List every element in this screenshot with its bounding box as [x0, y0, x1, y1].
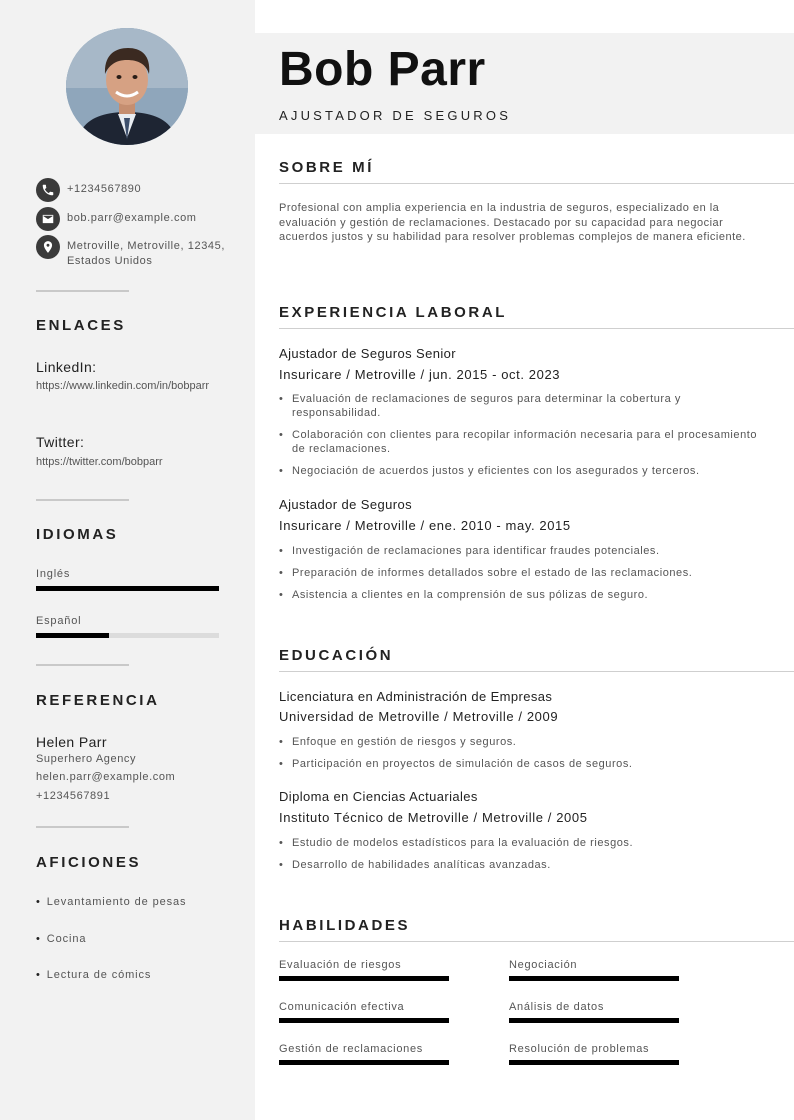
- language-level-fill: [36, 586, 219, 591]
- skill-level-bar: [279, 976, 449, 981]
- skill-level-fill: [509, 1018, 679, 1023]
- skill-name: Negociación: [509, 959, 578, 971]
- reference-heading: REFERENCIA: [36, 692, 160, 709]
- twitter-link[interactable]: https://twitter.com/bobparr: [36, 456, 163, 468]
- skill-level-fill: [279, 1018, 449, 1023]
- language-name: Español: [36, 615, 82, 627]
- hobby-item: • Levantamiento de pesas: [36, 896, 187, 908]
- section-rule: [279, 941, 794, 942]
- languages-heading: IDIOMAS: [36, 526, 119, 543]
- skill-name: Comunicación efectiva: [279, 1001, 405, 1013]
- person-name: Bob Parr: [279, 43, 486, 96]
- skill-name: Resolución de problemas: [509, 1043, 650, 1055]
- skills-heading: HABILIDADES: [279, 917, 411, 934]
- hobby-item: • Cocina: [36, 933, 87, 945]
- language-name: Inglés: [36, 568, 71, 580]
- address-text: Metroville, Metroville, 12345, Estados Unidos: [67, 240, 226, 267]
- reference-email: helen.parr@example.com: [36, 771, 176, 783]
- job-bullets: [279, 392, 769, 486]
- skill-name: Análisis de datos: [509, 1001, 605, 1013]
- degree-meta: Universidad de Metroville / Metroville / 2009: [279, 709, 559, 724]
- list-item: • Enfoque en gestión de riesgos y seguros.: [279, 735, 769, 749]
- list-item: • Colaboración con clientes para recopilar información necesaria para el procesamiento de reclamaciones.: [279, 428, 769, 456]
- skill-level-bar: [509, 1060, 679, 1065]
- divider: [36, 499, 129, 501]
- about-heading: SOBRE MÍ: [279, 159, 374, 176]
- reference-phone: +1234567891: [36, 790, 111, 802]
- job-role: Ajustador de Seguros Senior: [279, 346, 457, 361]
- twitter-label: Twitter:: [36, 434, 85, 450]
- email-text: bob.parr@example.com: [67, 212, 197, 224]
- divider: [36, 290, 129, 292]
- sidebar: [0, 0, 255, 1120]
- skill-level-fill: [279, 976, 449, 981]
- job-role: Ajustador de Seguros: [279, 497, 413, 512]
- email-icon: [36, 207, 60, 231]
- skill-level-bar: [279, 1018, 449, 1023]
- job-meta: Insuricare / Metroville / jun. 2015 - oct. 2023: [279, 367, 561, 382]
- section-rule: [279, 671, 794, 672]
- skill-level-bar: [509, 1018, 679, 1023]
- links-heading: ENLACES: [36, 317, 126, 334]
- phone-text: +1234567890: [67, 183, 142, 195]
- list-item: • Participación en proyectos de simulación de casos de seguros.: [279, 757, 769, 771]
- experience-heading: EXPERIENCIA LABORAL: [279, 304, 508, 321]
- contact-address: [36, 235, 232, 269]
- section-rule: [279, 183, 794, 184]
- list-item: • Desarrollo de habilidades analíticas avanzadas.: [279, 858, 769, 872]
- language-level-fill: [36, 633, 109, 638]
- skill-level-fill: [509, 976, 679, 981]
- skill-level-bar: [509, 976, 679, 981]
- contact-email: [36, 207, 227, 231]
- hobbies-heading: AFICIONES: [36, 854, 142, 871]
- about-text: Profesional con amplia experiencia en la industria de seguros, especializado en la evaluación y gestión de reclamaciones. Destacado por su capacidad para negociar acuerdos justos y su habilidad para resolver problemas complejos de manera eficiente.: [279, 202, 746, 243]
- avatar-photo: [66, 28, 188, 145]
- hobby-item: • Lectura de cómics: [36, 969, 152, 981]
- list-item: • Negociación de acuerdos justos y eficientes con los asegurados y terceros.: [279, 464, 769, 478]
- language-level-bar: [36, 586, 219, 591]
- reference-company: Superhero Agency: [36, 753, 137, 765]
- list-item: • Evaluación de reclamaciones de seguros para determinar la cobertura y responsabilidad.: [279, 392, 769, 420]
- location-icon: [36, 235, 60, 259]
- degree-bullets: [279, 735, 769, 779]
- contact-phone: [36, 178, 227, 202]
- job-title: AJUSTADOR DE SEGUROS: [279, 108, 512, 123]
- main-content: [255, 0, 794, 1120]
- skill-name: Evaluación de riesgos: [279, 959, 402, 971]
- section-rule: [279, 328, 794, 329]
- degree-name: Diploma en Ciencias Actuariales: [279, 789, 478, 804]
- list-item: • Estudio de modelos estadísticos para la evaluación de riesgos.: [279, 836, 769, 850]
- degree-meta: Instituto Técnico de Metroville / Metroville / 2005: [279, 810, 588, 825]
- skill-level-fill: [509, 1060, 679, 1065]
- linkedin-label: LinkedIn:: [36, 359, 97, 375]
- skill-level-fill: [279, 1060, 449, 1065]
- job-meta: Insuricare / Metroville / ene. 2010 - may. 2015: [279, 518, 571, 533]
- degree-bullets: [279, 836, 769, 880]
- language-level-bar: [36, 633, 219, 638]
- education-heading: EDUCACIÓN: [279, 647, 394, 664]
- job-bullets: [279, 544, 769, 610]
- reference-name: Helen Parr: [36, 734, 107, 750]
- avatar: [66, 28, 188, 145]
- phone-icon: [36, 178, 60, 202]
- list-item: • Preparación de informes detallados sobre el estado de las reclamaciones.: [279, 566, 769, 580]
- divider: [36, 664, 129, 666]
- skill-level-bar: [279, 1060, 449, 1065]
- skill-name: Gestión de reclamaciones: [279, 1043, 423, 1055]
- list-item: • Asistencia a clientes en la comprensión de sus pólizas de seguro.: [279, 588, 769, 602]
- list-item: • Investigación de reclamaciones para identificar fraudes potenciales.: [279, 544, 769, 558]
- linkedin-link[interactable]: https://www.linkedin.com/in/bobparr: [36, 380, 210, 392]
- degree-name: Licenciatura en Administración de Empresas: [279, 689, 553, 704]
- divider: [36, 826, 129, 828]
